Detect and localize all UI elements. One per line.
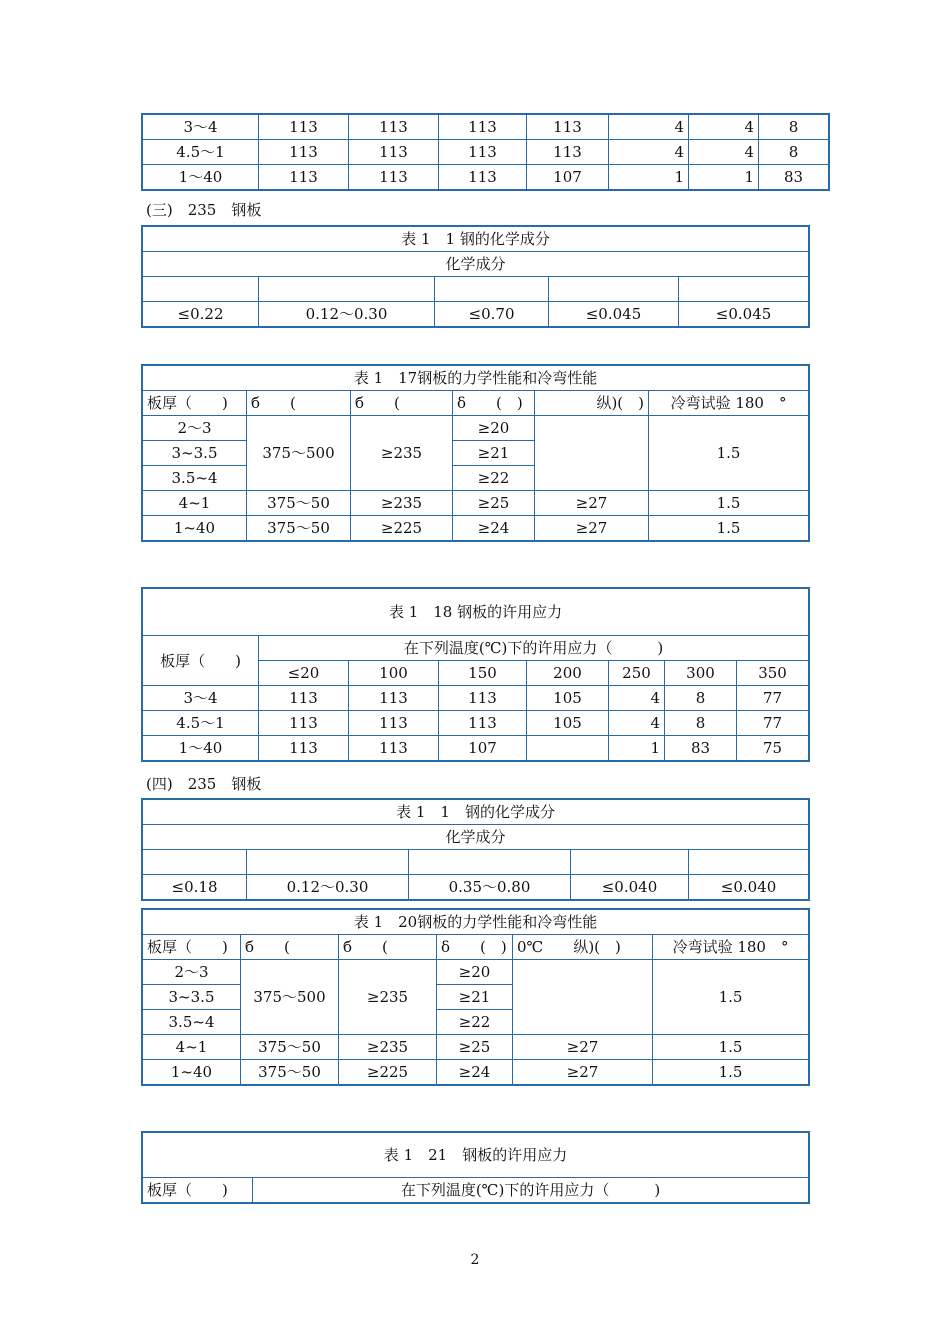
table-title: 表 1 20钢板的力学性能和冷弯性能 xyxy=(143,910,809,935)
table-cell: ≥25 xyxy=(453,491,535,516)
table-row xyxy=(143,589,809,636)
table-cell: ≥235 xyxy=(339,1035,437,1060)
table-cell: 113 xyxy=(439,165,527,190)
table-cell: 1.5 xyxy=(649,416,809,491)
table-cell: 113 xyxy=(527,115,609,140)
table-cell xyxy=(527,736,609,761)
table-cell: ≤0.22 xyxy=(143,302,259,327)
table-title: 表 1 18 钢板的许用应力 xyxy=(143,589,809,636)
table-cell: ≥20 xyxy=(453,416,535,441)
table-cell: 4 xyxy=(609,115,689,140)
table-header: 350 xyxy=(737,661,809,686)
table-cell: 105 xyxy=(527,686,609,711)
table-header: δ ( ) xyxy=(453,391,535,416)
table-cell: ≤0.045 xyxy=(679,302,809,327)
table-cell: 4 xyxy=(609,686,665,711)
table-header: 冷弯试验 180 ° xyxy=(653,935,809,960)
table-cell xyxy=(571,850,689,875)
table-header: 在下列温度(℃)下的许用应力（ ) xyxy=(253,1178,809,1203)
table-cell: ≥235 xyxy=(351,491,453,516)
chemical-composition-table xyxy=(142,226,809,327)
table-cell: 375～50 xyxy=(247,491,351,516)
table-header: δ ( ) xyxy=(437,935,513,960)
table-cell xyxy=(513,960,653,1035)
table-cell: 113 xyxy=(259,140,349,165)
table-header: 300 xyxy=(665,661,737,686)
table-cell: 375～500 xyxy=(241,960,339,1035)
table-cell: 77 xyxy=(737,686,809,711)
table-cell: 105 xyxy=(527,711,609,736)
table-cell: 8 xyxy=(665,686,737,711)
table-row xyxy=(143,165,829,190)
table-cell: 4 xyxy=(689,140,759,165)
table-cell: 113 xyxy=(259,115,349,140)
table-cell: 113 xyxy=(439,686,527,711)
table-cell: 3～4 xyxy=(143,686,259,711)
table-cell: 0.12～0.30 xyxy=(259,302,435,327)
table-header: 板厚（ ) xyxy=(143,935,241,960)
table-cell: 8 xyxy=(759,115,829,140)
table-cell: ≥21 xyxy=(453,441,535,466)
table-cell: 0.35～0.80 xyxy=(409,875,571,900)
section-heading-four: (四) 235 钢板 xyxy=(146,775,262,793)
table-cell: ≤0.040 xyxy=(571,875,689,900)
allowable-stress-table xyxy=(142,588,809,761)
table-row xyxy=(143,910,809,935)
table-cell: 1.5 xyxy=(653,960,809,1035)
table-header: 纵)( ) xyxy=(535,391,649,416)
table-title: 表 1 17钢板的力学性能和冷弯性能 xyxy=(143,366,809,391)
table-cell: 113 xyxy=(439,115,527,140)
table-row xyxy=(143,115,829,140)
table-title: 表 1 1 钢的化学成分 xyxy=(143,800,809,825)
table-subtitle: 化学成分 xyxy=(143,825,809,850)
table-cell: 1.5 xyxy=(649,491,809,516)
table-cell: 113 xyxy=(439,140,527,165)
table-cell: 77 xyxy=(737,711,809,736)
table-cell: 113 xyxy=(349,711,439,736)
table-cell: 375～50 xyxy=(247,516,351,541)
table-cell: ≥225 xyxy=(339,1060,437,1085)
table-cell: 4~1 xyxy=(143,491,247,516)
table-header: б ( xyxy=(247,391,351,416)
table-header: ≤20 xyxy=(259,661,349,686)
table-cell: 3.5~4 xyxy=(143,466,247,491)
table-cell: ≥21 xyxy=(437,985,513,1010)
table-cell: 1.5 xyxy=(653,1035,809,1060)
table-cell: ≤0.045 xyxy=(549,302,679,327)
table-header: 150 xyxy=(439,661,527,686)
table-cell: 113 xyxy=(349,140,439,165)
table-cell: 1~40 xyxy=(143,1060,241,1085)
table-row xyxy=(143,686,809,711)
table-cell: 113 xyxy=(349,736,439,761)
table-row xyxy=(143,736,809,761)
allowable-stress-table-continued xyxy=(142,114,829,190)
table-row xyxy=(143,711,809,736)
table-cell: 1～40 xyxy=(143,165,259,190)
table-cell: 113 xyxy=(349,686,439,711)
table-cell: 83 xyxy=(665,736,737,761)
table-cell: ≥20 xyxy=(437,960,513,985)
table-cell: 1.5 xyxy=(653,1060,809,1085)
table-row xyxy=(143,416,809,441)
table-cell: 4~1 xyxy=(143,1035,241,1060)
table-cell xyxy=(535,416,649,491)
table-cell: ≥235 xyxy=(351,416,453,491)
table-cell: ≥235 xyxy=(339,960,437,1035)
table-header: 冷弯试验 180 ° xyxy=(649,391,809,416)
table-cell: 107 xyxy=(527,165,609,190)
table-cell: ≤0.040 xyxy=(689,875,809,900)
table-header: 200 xyxy=(527,661,609,686)
table-cell: ≥22 xyxy=(453,466,535,491)
table-row xyxy=(143,140,829,165)
table-row xyxy=(143,366,809,391)
table-cell: 75 xyxy=(737,736,809,761)
table-cell: 113 xyxy=(349,115,439,140)
table-cell: ≥27 xyxy=(535,491,649,516)
table-cell xyxy=(435,277,549,302)
table-cell xyxy=(259,277,435,302)
table-cell: 3.5~4 xyxy=(143,1010,241,1035)
table-cell: 113 xyxy=(349,165,439,190)
table-row xyxy=(143,491,809,516)
table-cell: 1～40 xyxy=(143,736,259,761)
table-subtitle: 化学成分 xyxy=(143,252,809,277)
table-row xyxy=(143,875,809,900)
table-header: 0℃ 纵)( ) xyxy=(513,935,653,960)
table-row xyxy=(143,935,809,960)
table-cell: ≥27 xyxy=(535,516,649,541)
table-row xyxy=(143,825,809,850)
table-row xyxy=(143,516,809,541)
table-row xyxy=(143,1133,809,1178)
table-cell: 3~3.5 xyxy=(143,985,241,1010)
table-title: 表 1 21 钢板的许用应力 xyxy=(143,1133,809,1178)
table-row xyxy=(143,960,809,985)
table-cell: 1 xyxy=(609,165,689,190)
chemical-composition-table-2 xyxy=(142,799,809,900)
table-title: 表 1 1 钢的化学成分 xyxy=(143,227,809,252)
table-cell: ≥24 xyxy=(453,516,535,541)
table-cell xyxy=(143,277,259,302)
table-cell xyxy=(143,850,247,875)
table-cell: 375～50 xyxy=(241,1060,339,1085)
table-cell xyxy=(247,850,409,875)
table-cell: 113 xyxy=(527,140,609,165)
table-cell: 113 xyxy=(259,165,349,190)
table-cell: 4.5～1 xyxy=(143,711,259,736)
table-cell: 375～50 xyxy=(241,1035,339,1060)
table-cell: 83 xyxy=(759,165,829,190)
table-cell: 3～4 xyxy=(143,115,259,140)
table-cell: 113 xyxy=(439,711,527,736)
table-cell: 1~40 xyxy=(143,516,247,541)
table-cell: 113 xyxy=(259,736,349,761)
table-cell: ≥25 xyxy=(437,1035,513,1060)
table-cell: 2～3 xyxy=(143,960,241,985)
table-cell: 8 xyxy=(665,711,737,736)
allowable-stress-table-2 xyxy=(142,1132,809,1203)
table-header: 板厚（ ) xyxy=(143,636,259,686)
table-cell xyxy=(409,850,571,875)
mechanical-properties-table xyxy=(142,365,809,541)
table-cell: 375～500 xyxy=(247,416,351,491)
table-row xyxy=(143,1178,809,1203)
table-header: 250 xyxy=(609,661,665,686)
table-row xyxy=(143,302,809,327)
table-header: 在下列温度(℃)下的许用应力（ ) xyxy=(259,636,809,661)
table-cell: ≤0.70 xyxy=(435,302,549,327)
table-cell xyxy=(689,850,809,875)
table-header: б ( xyxy=(351,391,453,416)
table-header: 板厚（ ) xyxy=(143,391,247,416)
table-cell: 113 xyxy=(259,711,349,736)
table-cell: 1 xyxy=(689,165,759,190)
table-row xyxy=(143,636,809,661)
table-header: 板厚（ ) xyxy=(143,1178,253,1203)
table-cell: 4 xyxy=(689,115,759,140)
table-row xyxy=(143,800,809,825)
page-number: 2 xyxy=(470,1252,480,1268)
table-cell: ≥24 xyxy=(437,1060,513,1085)
table-row xyxy=(143,1035,809,1060)
table-header: б ( xyxy=(241,935,339,960)
table-row xyxy=(143,850,809,875)
section-heading-three: (三) 235 钢板 xyxy=(146,201,262,219)
table-cell: 0.12～0.30 xyxy=(247,875,409,900)
table-cell: 107 xyxy=(439,736,527,761)
table-cell xyxy=(679,277,809,302)
table-row xyxy=(143,277,809,302)
table-cell: ≥225 xyxy=(351,516,453,541)
table-cell: 4.5～1 xyxy=(143,140,259,165)
table-cell: 1 xyxy=(609,736,665,761)
table-cell: 4 xyxy=(609,140,689,165)
table-row xyxy=(143,252,809,277)
table-cell: 2～3 xyxy=(143,416,247,441)
table-cell: 8 xyxy=(759,140,829,165)
mechanical-properties-table-2 xyxy=(142,909,809,1085)
table-row xyxy=(143,227,809,252)
table-cell: ≥22 xyxy=(437,1010,513,1035)
table-cell: ≤0.18 xyxy=(143,875,247,900)
table-cell: 113 xyxy=(259,686,349,711)
table-header: 100 xyxy=(349,661,439,686)
table-cell xyxy=(549,277,679,302)
table-header: б ( xyxy=(339,935,437,960)
table-cell: ≥27 xyxy=(513,1060,653,1085)
table-cell: 3~3.5 xyxy=(143,441,247,466)
table-row xyxy=(143,1060,809,1085)
table-cell: 4 xyxy=(609,711,665,736)
table-cell: ≥27 xyxy=(513,1035,653,1060)
table-row xyxy=(143,391,809,416)
table-cell: 1.5 xyxy=(649,516,809,541)
